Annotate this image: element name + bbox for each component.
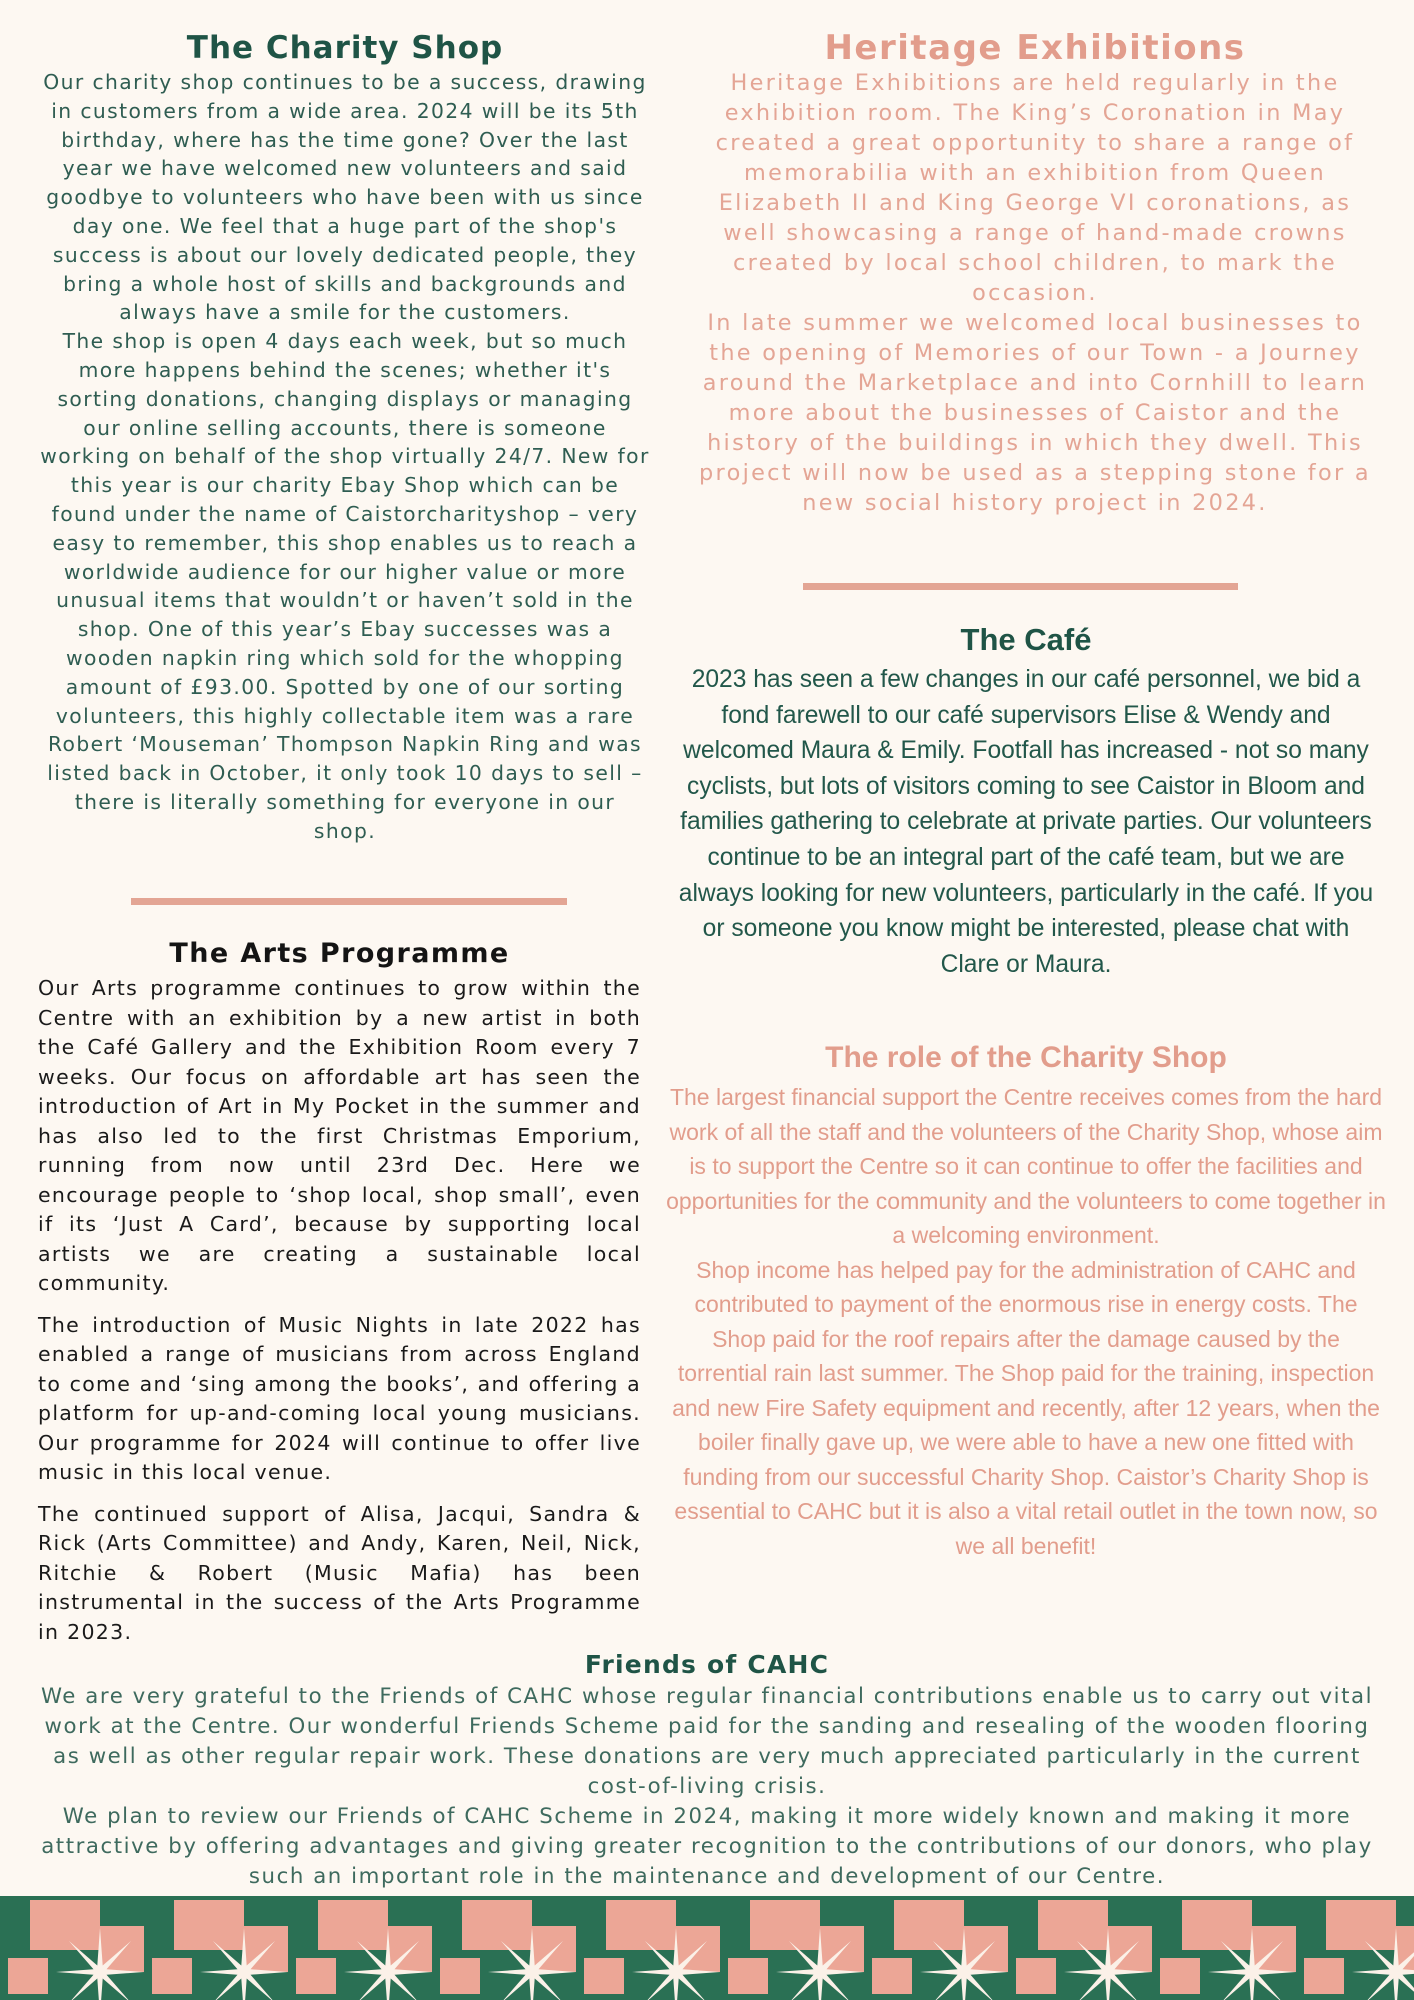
pattern-tile <box>1304 1958 1344 1994</box>
charity-shop-paragraph-1: Our charity shop continues to be a success, drawing in customers from a wide area. 2024 will be its 5th birthday, where has the time gone? Over the last year we have welcomed new volunteers and said goodbye to volunteers who have been with us since day one. We feel that a huge part of the shop's success is about our lovely dedicated people, they bring a whole host of skills and backgrounds and always have a smile for the customers. <box>43 70 647 325</box>
star-pattern <box>0 1896 1414 2000</box>
pattern-tile <box>1016 1958 1056 1994</box>
arts-paragraph-3: The continued support of Alisa, Jacqui, Sandra & Rick (Arts Committee) and Andy, Karen, Neil, Nick, Ritchie & Robert (Music Mafia) has been instrumental in the success of the Arts Programme in 2023. <box>38 1501 641 1644</box>
heritage-paragraph-2: In late summer we welcomed local businesses to the opening of Memories of our Town - a Journey around the Marketplace and into Cornhill to learn more about the businesses of Caistor and the history of the buildings in which they dwell. This project will now be used as a stepping stone for a new social history project in 2024. <box>699 310 1371 516</box>
charity-shop-divider <box>131 898 567 905</box>
pattern-tile <box>318 1900 388 1950</box>
cafe-heading: The Café <box>960 622 1092 657</box>
pattern-tile <box>894 1900 964 1950</box>
role-paragraph-1: The largest financial support the Centre receives comes from the hard work of all the staff and the volunteers of the Charity Shop, whose aim is to support the Centre so it can continue to offer the facilities and opportunities for the community and the volunteers to come together in a welcoming environment. <box>666 1084 1386 1248</box>
charity-shop-paragraph-2: The shop is open 4 days each week, but so much more happens behind the scenes; whether it's sorting donations, changing displays or managing our online selling accounts, there is someone working on behalf of the shop virtually 24/7. New for this year is our charity Ebay Shop which can be found under the name of Caistorcharityshop – very easy to remember, this shop enables us to reach a worldwide audience for our higher value or more unusual items that wouldn’t or haven’t sold in the shop. One of this year’s Ebay successes was a wooden napkin ring which sold for the whopping amount of £93.00. Spotted by one of our sorting volunteers, this highly collectable item was a rare Robert ‘Mouseman’ Thompson Napkin Ring and was listed back in October, it only took 10 days to sell – there is literally something for everyone in our shop. <box>40 329 650 843</box>
pattern-tile <box>1326 1900 1396 1950</box>
heritage-heading: Heritage Exhibitions <box>824 28 1246 68</box>
arts-heading: The Arts Programme <box>169 938 510 969</box>
cafe-section <box>676 620 1376 982</box>
pattern-tile <box>174 1900 244 1950</box>
pattern-tile <box>296 1958 336 1994</box>
charity-shop-heading: The Charity Shop <box>186 30 504 66</box>
pattern-tile <box>1160 1958 1200 1994</box>
cafe-paragraph: 2023 has seen a few changes in our café personnel, we bid a fond farewell to our café supervisors Elise & Wendy and welcomed Maura & Emily. Footfall has increased - not so many cyclists, but lots of visitors coming to see Caistor in Bloom and families gathering to celebrate at private parties. Our volunteers continue to be an integral part of the café team, but we are always looking for new volunteers, particularly in the café. If you or someone you know might be interested, please chat with Clare or Maura. <box>678 666 1374 978</box>
pattern-tile <box>8 1958 48 1994</box>
role-paragraph-2: Shop income has helped pay for the administration of CAHC and contributed to payment of the enormous rise in energy costs. The Shop paid for the roof repairs after the damage caused by the torrential rain last summer. The Shop paid for the training, inspection and new Fire Safety equipment and recently, after 12 years, when the boiler finally gave up, we were able to have a new one fitted with funding from our successful Charity Shop. Caistor’s Charity Shop is essential to CAHC but it is also a vital retail outlet in the town now, so we all benefit! <box>672 1256 1380 1559</box>
friends-section <box>30 1648 1384 1892</box>
pattern-tile <box>1038 1900 1108 1950</box>
arts-paragraph-1: Our Arts programme continues to grow within the Centre with an exhibition by a new artist in both the Café Gallery and the Exhibition Room every 7 weeks. Our focus on affordable art has seen the introduction of Art in My Pocket in the summer and has also led to the first Christmas Emporium, running from now until 23rd Dec. Here we encourage people to ‘shop local, shop small’, even if its ‘Just A Card’, because by supporting local artists we are creating a sustainable local community. <box>38 976 641 1295</box>
arts-paragraph-2: The introduction of Music Nights in late 2022 has enabled a range of musicians from across England to come and ‘sing among the books’, and offering a platform for up-and-coming local young musicians. Our programme for 2024 will continue to offer live music in this local venue. <box>38 1312 641 1484</box>
pattern-tile <box>584 1958 624 1994</box>
role-of-charity-shop-section <box>666 1038 1386 1563</box>
heritage-section <box>690 28 1380 518</box>
pattern-tile <box>462 1900 532 1950</box>
arts-programme-section <box>38 934 641 1647</box>
role-heading: The role of the Charity Shop <box>825 1041 1227 1074</box>
decorative-pattern-band <box>0 1896 1414 2000</box>
friends-paragraph-2: We plan to review our Friends of CAHC Scheme in 2024, making it more widely known and making it more attractive by offering advantages and giving greater recognition to the contributions of our donors, who play such an important role in the maintenance and development of our Centre. <box>41 1804 1373 1889</box>
charity-shop-section <box>40 28 650 846</box>
pattern-tile <box>872 1958 912 1994</box>
pattern-tile <box>440 1958 480 1994</box>
heritage-divider <box>803 583 1238 590</box>
pattern-tile <box>750 1900 820 1950</box>
pattern-tile <box>606 1900 676 1950</box>
pattern-tile <box>1182 1900 1252 1950</box>
pattern-tile <box>728 1958 768 1994</box>
friends-heading: Friends of CAHC <box>584 1650 830 1679</box>
pattern-tile <box>30 1900 100 1950</box>
friends-paragraph-1: We are very grateful to the Friends of CAHC whose regular financial contributions enable us to carry out vital work at the Centre. Our wonderful Friends Scheme paid for the sanding and resealing of the wooden flooring as well as other regular repair work. These donations are very much appreciated particularly in the current cost-of-living crisis. <box>40 1684 1374 1799</box>
pattern-tile <box>152 1958 192 1994</box>
heritage-paragraph-1: Heritage Exhibitions are held regularly in the exhibition room. The King’s Coronation in May created a great opportunity to share a range of memorabilia with an exhibition from Queen Elizabeth II and King George VI coronations, as well showcasing a range of hand-made crowns created by local school children, to mark the occasion. <box>715 70 1355 306</box>
